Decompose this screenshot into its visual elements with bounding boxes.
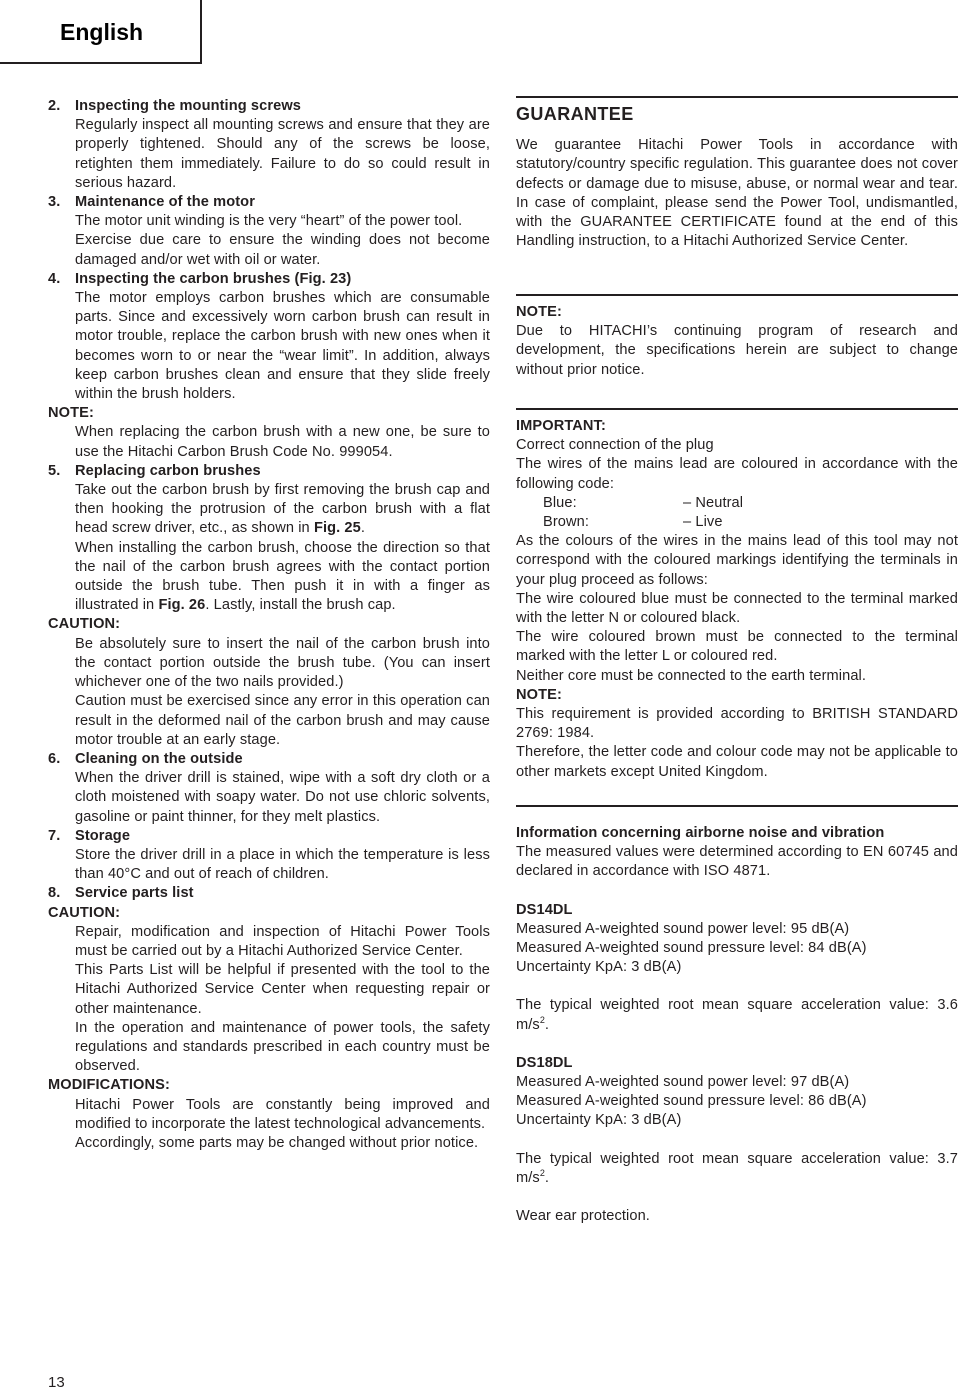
section-text: This Parts List will be helpful if presented with the tool to the Hitachi Authorized Service Center when requesting repair or other maintenance.: [75, 962, 490, 1017]
divider: [516, 294, 958, 296]
section-3: [48, 193, 490, 212]
important-text: As the colours of the wires in the mains lead of this tool may not correspond with the coloured markings identifying the terminals in your plug proceed as follows:: [516, 533, 958, 588]
uncertainty: Uncertainty KpA: 3 dB(A): [516, 1112, 682, 1129]
section-text: In the operation and maintenance of power tools, the safety regulations and standards prescribed in each country must be observed.: [75, 1019, 490, 1075]
section-7: [48, 827, 490, 846]
section-number: 5.: [48, 462, 61, 479]
important-label: IMPORTANT:: [516, 418, 606, 434]
section-text: Hitachi Power Tools are constantly being improved and modified to incorporate the latest technological advancements.: [75, 1096, 490, 1132]
acceleration-value: [516, 996, 958, 1034]
figure-reference: Fig. 26: [158, 597, 206, 614]
sound-power: Measured A-weighted sound power level: 97 dB(A): [516, 1074, 850, 1091]
note-block: [516, 303, 958, 380]
guarantee-block: [516, 105, 958, 251]
section-text: Repair, modification and inspection of Hitachi Power Tools must be carried out by a Hitachi Authorized Service Center.: [75, 923, 490, 959]
section-number: 4.: [48, 270, 61, 287]
note-label: NOTE:: [48, 405, 94, 422]
sound-pressure: Measured A-weighted sound pressure level: 84 dB(A): [516, 940, 867, 957]
section-title: Inspecting the carbon brushes (Fig. 23): [75, 270, 352, 287]
acceleration-value: [516, 1150, 958, 1188]
text-part: .: [544, 1169, 550, 1186]
section-title: Storage: [75, 827, 131, 844]
divider: [516, 96, 958, 98]
divider: [516, 805, 958, 807]
section-title: Maintenance of the motor: [75, 194, 255, 211]
section-8: [48, 884, 490, 903]
section-2: [48, 97, 490, 116]
section-text: The motor unit winding is the very “heart” of the power tool.: [75, 213, 463, 230]
model-title: DS18DL: [516, 1054, 573, 1071]
noise-text: The measured values were determined according to EN 60745 and declared in accordance with ISO 4871.: [516, 844, 958, 880]
important-text: The wire coloured brown must be connected to the terminal marked with the letter L or coloured red.: [516, 629, 958, 665]
section-title: Cleaning on the outside: [75, 750, 243, 767]
page-number: 13: [48, 1374, 65, 1391]
code-key: Brown:: [543, 514, 590, 531]
code-value: – Live: [683, 514, 723, 531]
divider: [516, 408, 958, 410]
caution-text: Be absolutely sure to insert the nail of the carbon brush into the contact portion outside the brush tube. (You can insert whichever one of the two nails provided.): [75, 635, 490, 691]
note-label: NOTE:: [516, 304, 562, 320]
language-tab: [0, 0, 202, 64]
section-text: When the driver drill is stained, wipe with a soft dry cloth or a cloth moistened with soapy water. Do not use chloric solvents, gasoline or paint thinner, for they melt plastics.: [75, 770, 490, 825]
section-4: [48, 270, 490, 289]
modifications-label: MODIFICATIONS:: [48, 1077, 170, 1094]
section-text: Regularly inspect all mounting screws and ensure that they are properly tightened. Should any of the screws be loose, retighten them immediately. Failure to do so could result in serious hazard.: [75, 117, 490, 191]
section-6: [48, 750, 490, 769]
superscript: 2: [539, 1014, 545, 1025]
text-part: The typical weighted root mean square acceleration value: 3.7 m/s: [516, 1150, 958, 1186]
section-title: Service parts list: [75, 885, 194, 902]
superscript: 2: [539, 1167, 545, 1178]
section-title: Inspecting the mounting screws: [75, 98, 301, 114]
section-5: [48, 462, 490, 481]
uncertainty: Uncertainty KpA: 3 dB(A): [516, 959, 682, 976]
code-value: – Neutral: [683, 494, 744, 511]
important-text: Correct connection of the plug: [516, 437, 714, 454]
model-title: DS14DL: [516, 901, 573, 918]
sound-pressure: Measured A-weighted sound pressure level: 86 dB(A): [516, 1093, 867, 1110]
text-part: .: [544, 1016, 550, 1033]
ear-protection: Wear ear protection.: [516, 1208, 650, 1225]
section-number: 8.: [48, 885, 61, 902]
section-text: Store the driver drill in a place in which the temperature is less than 40°C and out of reach of children.: [75, 846, 490, 883]
section-text: [48, 481, 490, 539]
section-number: 7.: [48, 827, 61, 844]
guarantee-title: GUARANTEE: [516, 104, 634, 124]
code-blue-row: [516, 494, 958, 513]
section-number: 2.: [48, 98, 61, 114]
noise-title: Information concerning airborne noise and vibration: [516, 825, 885, 841]
important-text: The wires of the mains lead are coloured in accordance with the following code:: [516, 456, 958, 492]
left-column: [48, 97, 490, 1153]
important-text: The wire coloured blue must be connected to the terminal marked with the letter N or coloured black.: [516, 590, 958, 627]
note-text: When replacing the carbon brush with a new one, be sure to use the Hitachi Carbon Brush Code No. 999054.: [75, 424, 490, 460]
caution-text: Caution must be exercised since any error in this operation can result in the deformed nail of the carbon brush and may cause motor trouble at an early stage.: [75, 693, 490, 748]
sound-power: Measured A-weighted sound power level: 95 dB(A): [516, 920, 850, 937]
text-part: When installing the carbon brush, choose the direction so that the nail of the carbon brush agrees with the contact portion outside the brush tube. Then push it in with a finger as illustrated in: [75, 539, 490, 614]
note-text: Due to HITACHI’s continuing program of research and development, the specifications herein are subject to change without prior notice.: [516, 323, 958, 378]
section-text: Accordingly, some parts may be changed without prior notice.: [75, 1134, 479, 1151]
important-text: Neither core must be connected to the earth terminal.: [516, 667, 867, 684]
code-brown-row: [516, 513, 958, 532]
guarantee-text: We guarantee Hitachi Power Tools in accordance with statutory/country specific regulation. This guarantee does not cover defects or damage due to misuse, abuse, or normal wear and tear. In case of complaint, please send the Power Tool, undismantled, with the GUARANTEE CERTIFICATE found at the end of this Handling instruction, to a Hitachi Authorized Service Center.: [516, 137, 958, 250]
text-part: The typical weighted root mean square acceleration value: 3.6 m/s: [516, 997, 958, 1033]
section-number: 6.: [48, 750, 61, 767]
text-part: Take out the carbon brush by first removing the brush cap and then hooking the protrusion of the carbon brush with a flat head screw driver, etc., as shown in: [75, 482, 490, 537]
code-key: Blue:: [543, 494, 577, 511]
note-text: This requirement is provided according to BRITISH STANDARD 2769: 1984.: [516, 706, 958, 742]
section-number: 3.: [48, 194, 61, 211]
language-label: English: [60, 19, 144, 45]
text-part: . Lastly, install the brush cap.: [205, 597, 396, 614]
text-part: .: [360, 520, 366, 537]
caution-label: CAUTION:: [48, 904, 121, 921]
note-label: NOTE:: [516, 686, 562, 703]
important-block: [516, 417, 958, 782]
note-text: Therefore, the letter code and colour code may not be applicable to other markets except United Kingdom.: [516, 744, 958, 780]
section-text: Exercise due care to ensure the winding does not become damaged and/or wet with oil or water.: [75, 232, 490, 268]
section-text: [48, 539, 490, 616]
figure-reference: Fig. 25: [313, 520, 361, 537]
noise-block: [516, 824, 958, 1226]
caution-label: CAUTION:: [48, 616, 121, 633]
section-text: The motor employs carbon brushes which are consumable parts. Since and excessively worn carbon brush can result in motor trouble, replace the carbon brush with new ones when it becomes worn to or near the “wear limit”. In addition, always keep carbon brushes clean and ensure that they slide freely within the brush holders.: [75, 290, 490, 403]
section-title: Replacing carbon brushes: [75, 462, 261, 479]
